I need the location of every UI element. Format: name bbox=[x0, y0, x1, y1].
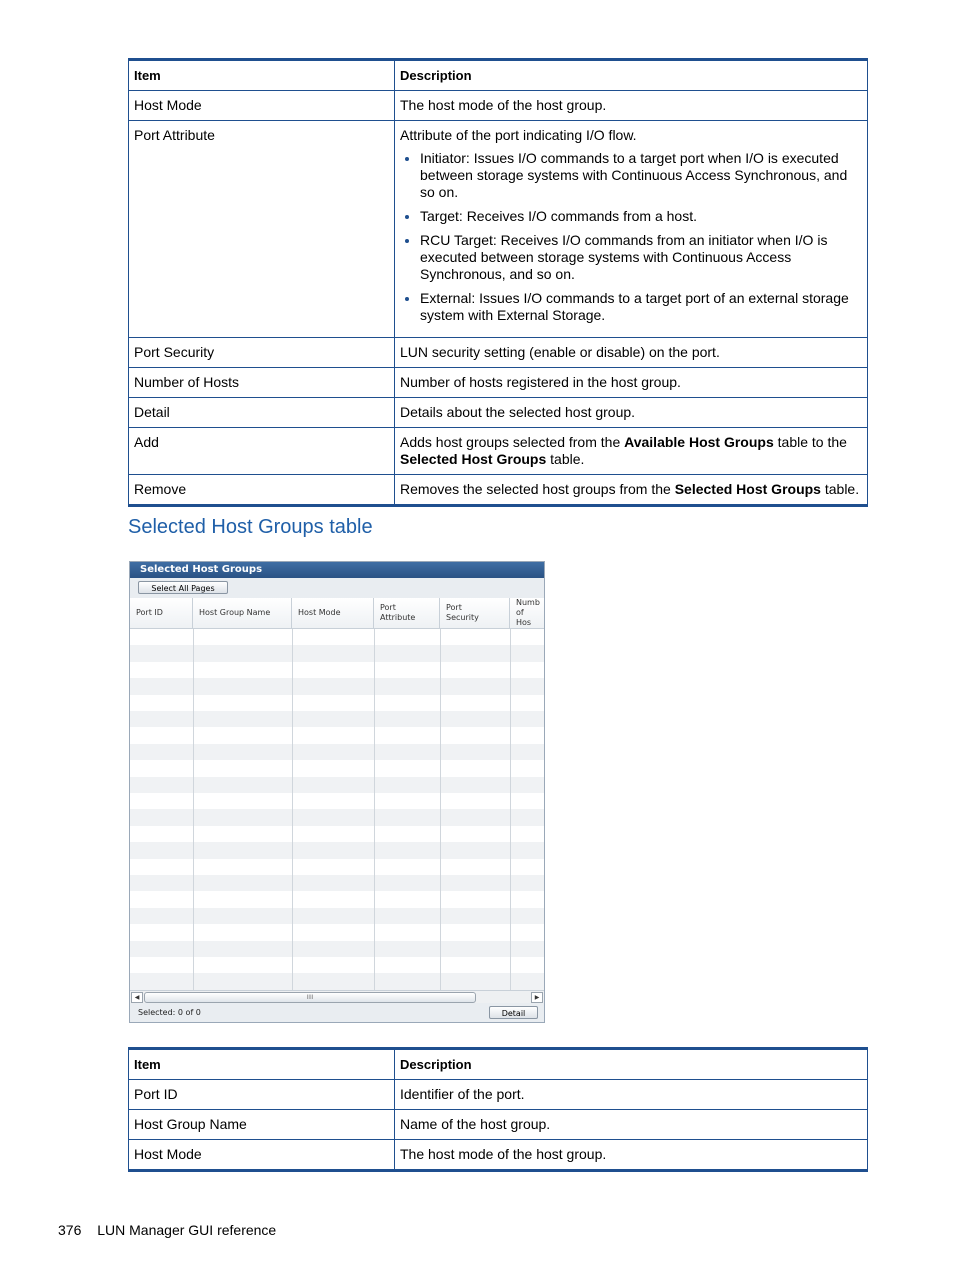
scroll-thumb[interactable]: IIII bbox=[144, 992, 476, 1003]
scroll-right-icon[interactable]: ▶ bbox=[531, 992, 543, 1003]
grid-body bbox=[130, 629, 544, 990]
item-cell: Host Mode bbox=[129, 91, 395, 121]
column-header-port-id[interactable]: Port ID bbox=[130, 598, 193, 628]
column-divider bbox=[510, 629, 511, 990]
column-divider bbox=[374, 629, 375, 990]
section-heading: Selected Host Groups table bbox=[128, 516, 373, 538]
table-row bbox=[129, 398, 868, 428]
column-divider bbox=[440, 629, 441, 990]
bullet-item: • Target: Receives I/O commands from a host. bbox=[420, 208, 862, 225]
description-cell: Identifier of the port. bbox=[395, 1080, 868, 1110]
description-text: table. bbox=[546, 451, 585, 467]
item-cell: Host Mode bbox=[129, 1140, 395, 1171]
horizontal-scrollbar[interactable] bbox=[130, 990, 544, 1003]
item-cell: Port Attribute bbox=[129, 121, 395, 338]
item-cell: Number of Hosts bbox=[129, 368, 395, 398]
item-description-table-1 bbox=[128, 58, 868, 507]
bold-term: Selected Host Groups bbox=[400, 451, 547, 467]
item-description-table-2 bbox=[128, 1047, 868, 1172]
detail-button[interactable]: Detail bbox=[489, 1006, 538, 1019]
description-cell: Number of hosts registered in the host group. bbox=[395, 368, 868, 398]
selection-count: Selected: 0 of 0 bbox=[138, 1008, 201, 1017]
scroll-left-icon[interactable]: ◀ bbox=[131, 992, 143, 1003]
bullet-item: • RCU Target: Receives I/O commands from an initiator when I/O is executed between storage systems with Continuous Access Synchronous, and so on. bbox=[420, 232, 862, 283]
bold-term: Available Host Groups bbox=[624, 434, 774, 450]
column-header-host-group-name[interactable]: Host Group Name bbox=[193, 598, 292, 628]
bullet-item: • External: Issues I/O commands to a target port of an external storage system with External Storage. bbox=[420, 290, 862, 324]
table-row bbox=[129, 368, 868, 398]
item-cell: Remove bbox=[129, 475, 395, 506]
panel-footer bbox=[130, 1003, 544, 1022]
table-header-row bbox=[129, 60, 868, 91]
page-number: 376 bbox=[58, 1222, 82, 1238]
description-cell bbox=[395, 121, 868, 338]
item-cell: Port Security bbox=[129, 338, 395, 368]
select-all-pages-button[interactable]: Select All Pages bbox=[138, 581, 228, 594]
table-row bbox=[129, 338, 868, 368]
table-row bbox=[129, 428, 868, 475]
description-cell: Name of the host group. bbox=[395, 1110, 868, 1140]
host-groups-grid bbox=[130, 598, 544, 990]
description-cell: The host mode of the host group. bbox=[395, 91, 868, 121]
item-cell: Add bbox=[129, 428, 395, 475]
table-row bbox=[129, 475, 868, 506]
selected-host-groups-panel bbox=[129, 561, 545, 1023]
panel-title: Selected Host Groups bbox=[130, 562, 544, 578]
column-header-description: Description bbox=[395, 1049, 868, 1080]
table-row bbox=[129, 91, 868, 121]
description-text: Attribute of the port indicating I/O flow. bbox=[400, 127, 637, 143]
table-header-row bbox=[129, 1049, 868, 1080]
column-header-number-of-hosts[interactable]: Numb of Hos bbox=[516, 598, 540, 627]
table-row bbox=[129, 121, 868, 338]
column-header-description: Description bbox=[395, 60, 868, 91]
description-cell: LUN security setting (enable or disable) on the port. bbox=[395, 338, 868, 368]
description-text: table to the bbox=[773, 434, 847, 450]
description-text: Removes the selected host groups from the bbox=[400, 481, 675, 497]
column-header-item: Item bbox=[129, 60, 395, 91]
grid-header bbox=[130, 598, 544, 629]
panel-toolbar bbox=[130, 578, 544, 598]
bullet-item: • Initiator: Issues I/O commands to a target port when I/O is executed between storage systems with Continuous Access Synchronous, and so on. bbox=[420, 150, 862, 201]
page-footer bbox=[58, 1222, 288, 1238]
bold-term: Selected Host Groups bbox=[674, 481, 821, 497]
description-text: Adds host groups selected from the bbox=[400, 434, 625, 450]
item-cell: Detail bbox=[129, 398, 395, 428]
description-cell bbox=[395, 428, 868, 475]
column-divider bbox=[193, 629, 194, 990]
item-cell: Host Group Name bbox=[129, 1110, 395, 1140]
table-row bbox=[129, 1140, 868, 1171]
column-divider bbox=[292, 629, 293, 990]
column-header-port-security[interactable]: Port Security bbox=[440, 598, 510, 628]
table-row bbox=[129, 1080, 868, 1110]
description-cell bbox=[395, 475, 868, 506]
column-header-item: Item bbox=[129, 1049, 395, 1080]
bullet-list bbox=[400, 150, 862, 324]
table-row bbox=[129, 1110, 868, 1140]
column-header-host-mode[interactable]: Host Mode bbox=[292, 598, 374, 628]
item-cell: Port ID bbox=[129, 1080, 395, 1110]
footer-title: LUN Manager GUI reference bbox=[97, 1222, 277, 1238]
description-cell: Details about the selected host group. bbox=[395, 398, 868, 428]
description-text: table. bbox=[820, 481, 860, 497]
column-header-port-attribute[interactable]: Port Attribute bbox=[374, 598, 440, 628]
description-cell: The host mode of the host group. bbox=[395, 1140, 868, 1171]
